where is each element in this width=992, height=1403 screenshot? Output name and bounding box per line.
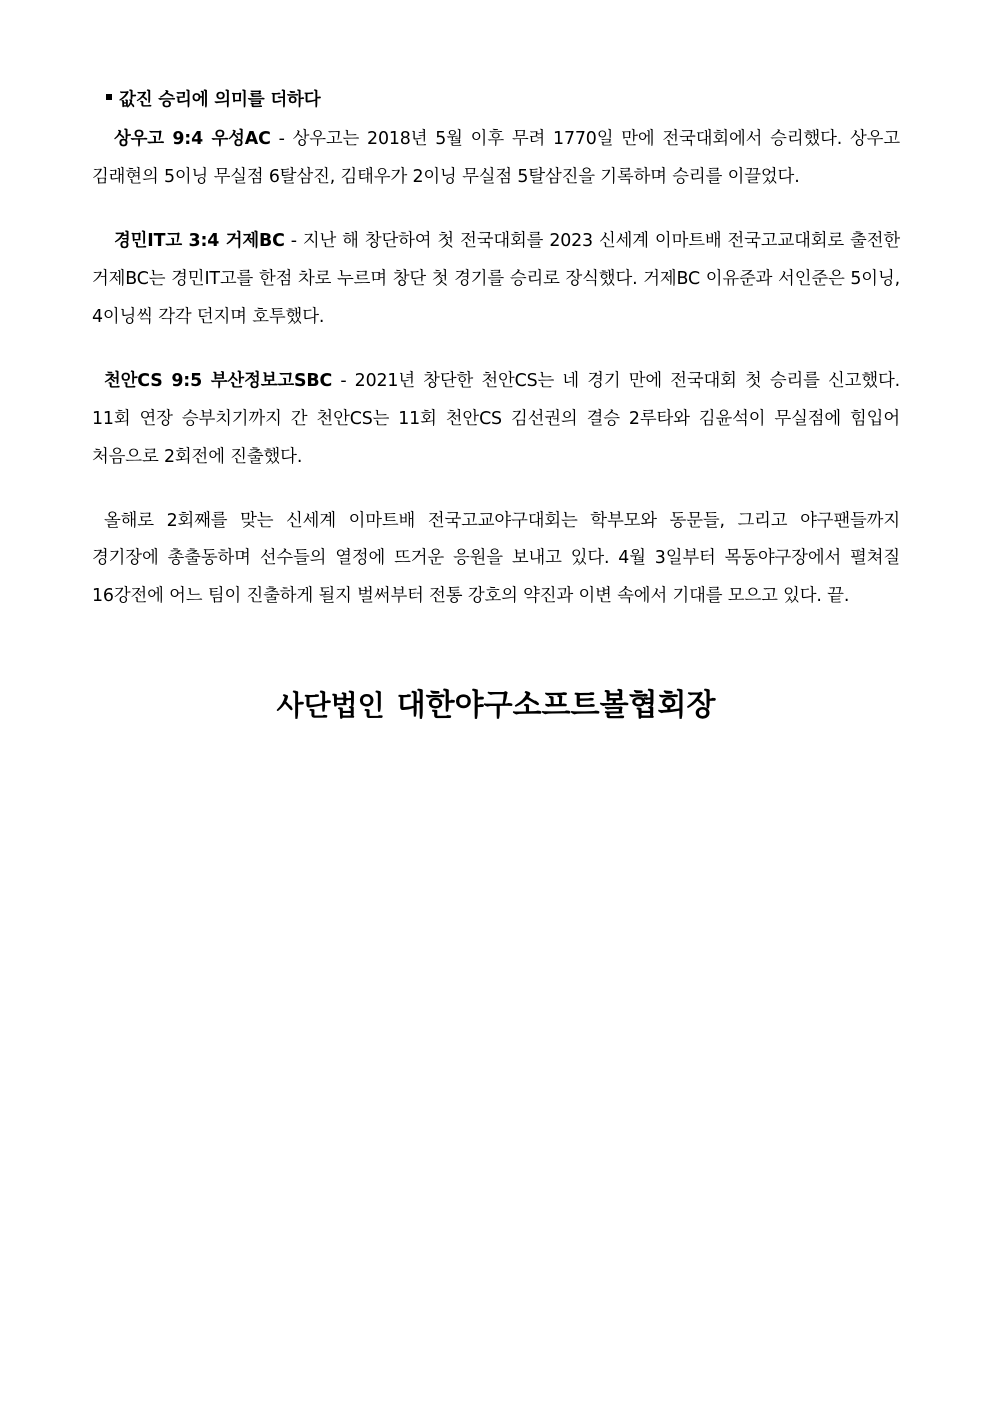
- paragraph-body: 지난 해 창단하여 첫 전국대회를 2023 신세계 이마트배 전국고교대회로 출전한 거제BC는 경민IT고를 한점 차로 누르며 창단 첫 경기를 승리로 장식했다. 거제BC 이유준과 서인준은 5이닝, 4이닝씩 각각 던지며 호투했다.: [92, 230, 901, 327]
- section-heading-text: 값진 승리에 의미를 더하다: [119, 90, 321, 110]
- signature-prefix: 사단법인: [276, 689, 385, 723]
- separator: -: [270, 129, 293, 149]
- paragraph-cheonan: [92, 363, 900, 477]
- section-heading: [106, 86, 900, 111]
- paragraph-sangwoo: [92, 121, 900, 197]
- paragraph-kyungmin: [92, 223, 900, 337]
- paragraph-body: 2021년 창단한 천안CS는 네 경기 만에 전국대회 첫 승리를 신고했다. 11회 연장 승부치기까지 간 천안CS는 11회 천안CS 김선권의 결승 2루타와 김윤석이 무실점에 힘입어 처음으로 2회전에 진출했다.: [92, 370, 901, 467]
- separator: -: [284, 230, 303, 251]
- signature-organization: 대한야구소프트볼협회장: [396, 688, 716, 724]
- paragraph-body: 올해로 2회째를 맞는 신세계 이마트배 전국고교야구대회는 학부모와 동문들, 그리고 야구팬들까지 경기장에 총출동하며 선수들의 열정에 뜨거운 응원을 보내고 있다. 4월 3일부터 목동야구장에서 펼쳐질 16강전에 어느 팀이 진출하게 될지 벌써부터 전통 강호의 약진과 이변 속에서 기대를 모으고 있다. 끝.: [92, 510, 900, 607]
- square-bullet-icon: [106, 94, 112, 100]
- signature-line: [92, 680, 900, 724]
- paragraph-closing: [92, 503, 900, 617]
- match-result-lead: 천안CS 9:5 부산정보고SBC: [104, 370, 333, 391]
- match-result-lead: 상우고 9:4 우성AC: [114, 129, 271, 149]
- match-result-lead: 경민IT고 3:4 거제BC: [114, 230, 285, 251]
- paragraph-spacer: [92, 343, 900, 363]
- paragraph-body: 상우고는 2018년 5월 이후 무려 1770일 만에 전국대회에서 승리했다. 상우고 김래현의 5이닝 무실점 6탈삼진, 김태우가 2이닝 무실점 5탈삼진을 기록하며 승리를 이끌었다.: [92, 129, 900, 187]
- paragraph-spacer: [92, 203, 900, 223]
- paragraph-spacer: [92, 483, 900, 503]
- separator: -: [332, 370, 355, 391]
